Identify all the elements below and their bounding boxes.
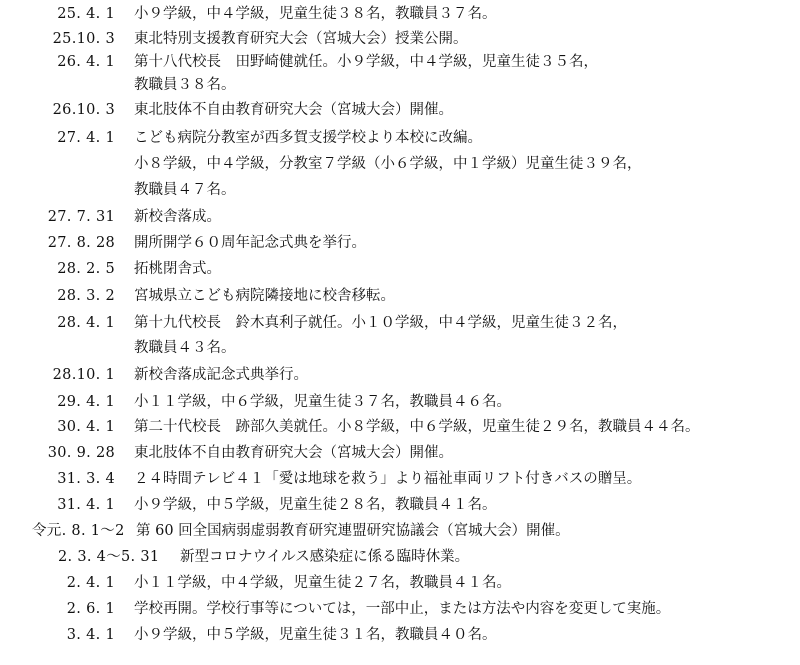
entry-date: 2. 3. 4～5. 31	[58, 549, 160, 565]
history-entry	[0, 493, 800, 517]
history-entry	[0, 50, 800, 74]
entry-text: 小９学級，中５学級，児童生徒３１名，教職員４０名。	[134, 627, 497, 643]
entry-text: 第十九代校長 鈴木真利子就任。小１０学級，中４学級，児童生徒３２名，	[134, 315, 627, 331]
history-entry	[0, 284, 800, 308]
history-entry	[0, 623, 800, 647]
history-entry-continuation	[0, 73, 800, 97]
history-entry	[0, 545, 800, 569]
history-entry	[0, 597, 800, 621]
entry-date: 25.10. 3	[52, 31, 115, 47]
entry-date: 30. 4. 1	[57, 419, 115, 435]
entry-text: 小１１学級，中６学級，児童生徒３７名，教職員４６名。	[134, 394, 511, 410]
history-entry	[0, 311, 800, 335]
entry-text: 第二十代校長 跡部久美就任。小８学級，中６学級，児童生徒２９名，教職員４４名。	[134, 419, 700, 435]
entry-date: 25. 4. 1	[57, 6, 115, 22]
entry-date: 2. 4. 1	[66, 575, 115, 591]
history-entry	[0, 231, 800, 255]
entry-date: 28. 2. 5	[57, 261, 115, 277]
entry-date: 3. 4. 1	[66, 627, 115, 643]
entry-date: 28.10. 1	[52, 367, 115, 383]
entry-text: 小９学級，中５学級，児童生徒２８名，教職員４１名。	[134, 497, 497, 513]
entry-text: 教職員４３名。	[134, 340, 236, 356]
history-entry	[0, 98, 800, 122]
entry-date: 26.10. 3	[52, 102, 115, 118]
entry-date: 26. 4. 1	[57, 54, 115, 70]
history-entry	[0, 571, 800, 595]
entry-text: 学校再開。学校行事等については，一部中止，または方法や内容を変更して実施。	[134, 601, 671, 617]
entry-date: 27. 4. 1	[57, 130, 115, 146]
history-entry-continuation	[0, 152, 800, 176]
history-entry	[0, 519, 800, 543]
entry-date: 28. 4. 1	[57, 315, 115, 331]
entry-text: 拓桃閉舎式。	[134, 261, 221, 277]
history-entry	[0, 467, 800, 491]
entry-text: 小８学級，中４学級，分教室７学級（小６学級，中１学級）児童生徒３９名，	[134, 156, 642, 172]
entry-text: 第 60 回全国病弱虚弱教育研究連盟研究協議会（宮城大会）開催。	[136, 523, 570, 539]
entry-text: 第十八代校長 田野崎健就任。小９学級，中４学級，児童生徒３５名，	[134, 54, 598, 70]
entry-date: 31. 4. 1	[57, 497, 115, 513]
entry-text: 教職員４７名。	[134, 182, 236, 198]
entry-text: 東北特別支援教育研究大会（宮城大会）授業公開。	[134, 31, 468, 47]
entry-text: 小１１学級，中４学級，児童生徒２７名，教職員４１名。	[134, 575, 511, 591]
entry-text: 新型コロナウイルス感染症に係る臨時休業。	[180, 549, 470, 565]
entry-text: 教職員３８名。	[134, 77, 236, 93]
entry-date: 30. 9. 28	[47, 445, 115, 461]
history-entry	[0, 390, 800, 414]
entry-text: 開所開学６０周年記念式典を挙行。	[134, 235, 366, 251]
entry-date: 2. 6. 1	[66, 601, 115, 617]
entry-date: 27. 7. 31	[47, 209, 115, 225]
history-entry	[0, 257, 800, 281]
entry-text: 宮城県立こども病院隣接地に校舎移転。	[134, 288, 395, 304]
entry-text: ２４時間テレビ４１「愛は地球を救う」より福祉車両リフト付きバスの贈呈。	[134, 471, 642, 487]
entry-date: 28. 3. 2	[57, 288, 115, 304]
entry-text: 東北肢体不自由教育研究大会（宮城大会）開催。	[134, 445, 453, 461]
entry-text: 新校舎落成。	[134, 209, 221, 225]
history-entry	[0, 205, 800, 229]
history-entry-continuation	[0, 178, 800, 202]
history-entry	[0, 415, 800, 439]
entry-date: 29. 4. 1	[57, 394, 115, 410]
history-entry	[0, 441, 800, 465]
entry-date: 27. 8. 28	[47, 235, 115, 251]
history-entry	[0, 27, 800, 51]
entry-date: 令元. 8. 1～2	[32, 523, 125, 539]
history-entry-continuation	[0, 336, 800, 360]
entry-text: 小９学級，中４学級，児童生徒３８名，教職員３７名。	[134, 6, 497, 22]
entry-text: こども病院分教室が西多賀支援学校より本校に改編。	[134, 130, 482, 146]
entry-date: 31. 3. 4	[57, 471, 115, 487]
history-entry	[0, 126, 800, 150]
history-entry	[0, 2, 800, 26]
entry-text: 新校舎落成記念式典挙行。	[134, 367, 308, 383]
entry-text: 東北肢体不自由教育研究大会（宮城大会）開催。	[134, 102, 453, 118]
history-entry	[0, 363, 800, 387]
